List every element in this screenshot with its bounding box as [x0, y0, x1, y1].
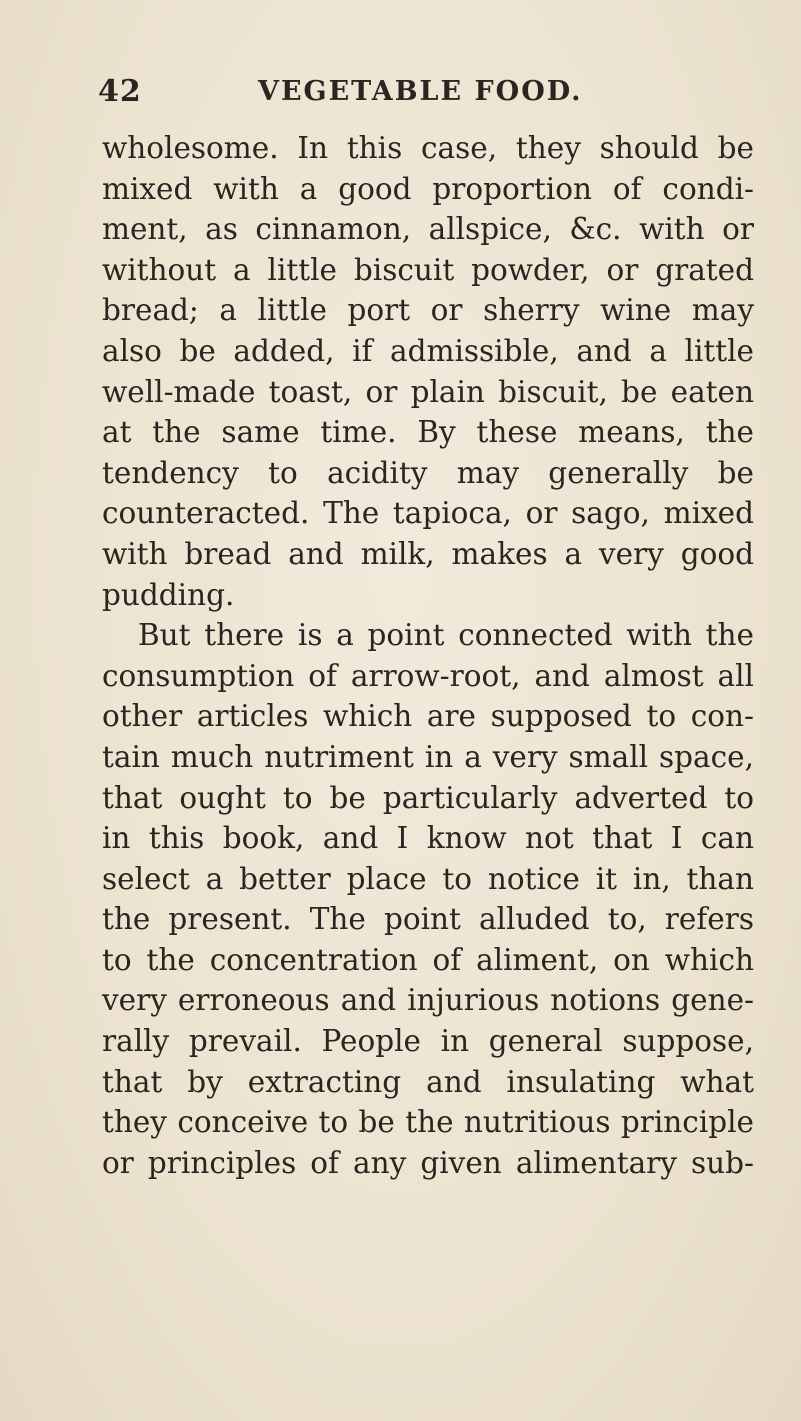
text-line: tain much nutriment in a very small space,	[102, 739, 754, 774]
text-line: to the concentration of aliment, on which	[102, 942, 754, 977]
text-line: well-made toast, or plain biscuit, be eaten	[102, 374, 754, 409]
text-line: that by extracting and insulating what	[102, 1064, 754, 1099]
text-line: without a little biscuit powder, or grated	[102, 252, 754, 287]
text-line: other articles which are supposed to con-	[102, 699, 754, 734]
running-head: VEGETABLE FOOD.	[258, 76, 583, 107]
text-line: tendency to acidity may generally be	[102, 455, 754, 490]
text-line: consumption of arrow-root, and almost all	[102, 658, 754, 693]
text-line: very erroneous and injurious notions gene-	[102, 983, 754, 1018]
text-line: with bread and milk, makes a very good	[102, 536, 754, 571]
page-number: 42	[98, 74, 142, 109]
text-line: in this book, and I know not that I can	[102, 821, 754, 856]
text-line: rally prevail. People in general suppose,	[102, 1024, 754, 1059]
text-line: or principles of any given alimentary sub-	[102, 1145, 754, 1180]
text-line: bread; a little port or sherry wine may	[102, 293, 754, 328]
paragraph-start-line: But there is a point connected with the	[138, 618, 754, 653]
text-line: select a better place to notice it in, than	[102, 861, 754, 896]
text-line: counteracted. The tapioca, or sago, mixed	[102, 496, 754, 531]
page-header	[98, 74, 788, 114]
text-line: pudding.	[102, 577, 235, 612]
text-line: they conceive to be the nutritious principle	[102, 1105, 754, 1140]
text-line: the present. The point alluded to, refers	[102, 902, 754, 937]
text-line: also be added, if admissible, and a little	[102, 333, 754, 368]
text-line: wholesome. In this case, they should be	[102, 131, 754, 165]
body-text	[102, 128, 754, 1183]
text-line: at the same time. By these means, the	[102, 415, 754, 450]
text-line: that ought to be particularly adverted to	[102, 780, 754, 815]
text-line: mixed with a good proportion of condi-	[102, 171, 754, 206]
text-line: ment, as cinnamon, allspice, &c. with or	[102, 212, 754, 247]
